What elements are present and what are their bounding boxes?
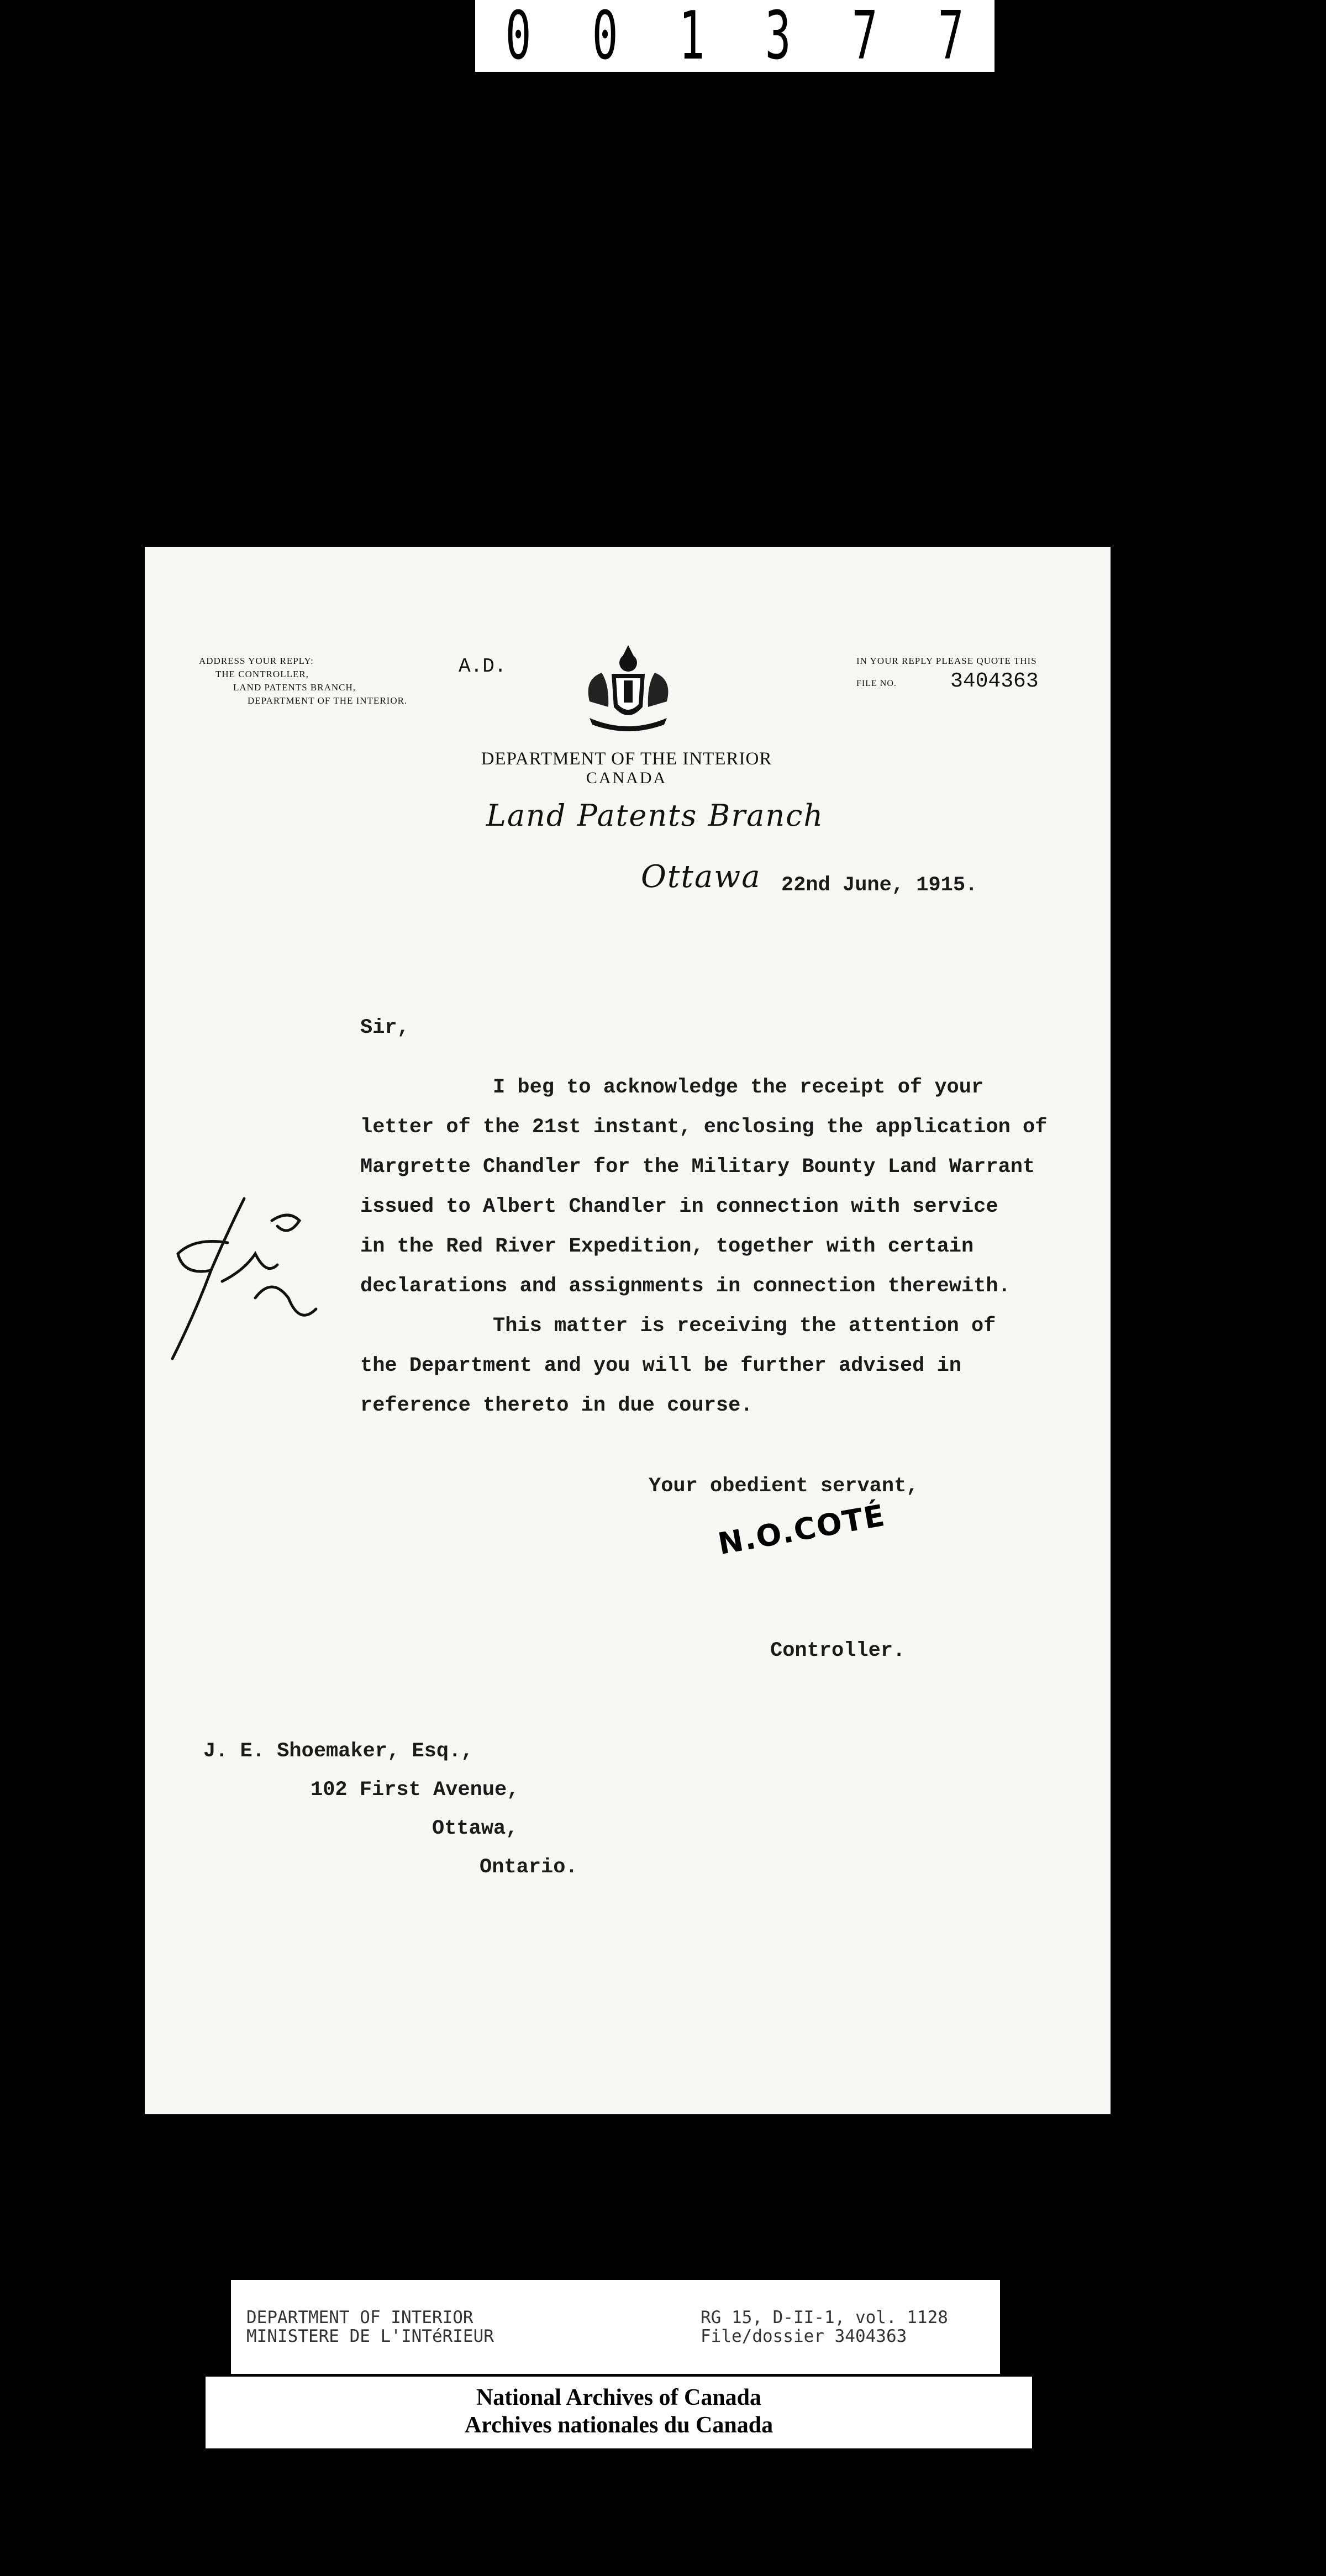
address-reply-line-1: ADDRESS YOUR REPLY: bbox=[199, 656, 314, 666]
city: Ottawa bbox=[641, 859, 761, 895]
archive-name-french: Archives nationales du Canada bbox=[464, 2413, 774, 2438]
dept-french: MINISTERE DE L'INTéRIEUR bbox=[246, 2326, 494, 2346]
body-line: letter of the 21st instant, enclosing the application of bbox=[360, 1116, 1048, 1139]
body-line: This matter is receiving the attention of bbox=[493, 1315, 996, 1338]
branch-name: Land Patents Branch bbox=[486, 798, 824, 833]
body-line: the Department and you will be further advised in bbox=[360, 1354, 961, 1377]
archive-name-label bbox=[206, 2377, 1032, 2448]
department-heading: DEPARTMENT OF THE INTERIOR bbox=[481, 749, 772, 769]
initials: A.D. bbox=[459, 655, 507, 678]
file-number: 3404363 bbox=[950, 669, 1039, 693]
recipient-line-1: J. E. Shoemaker, Esq., bbox=[203, 1740, 473, 1763]
salutation: Sir, bbox=[360, 1016, 409, 1039]
body-line: reference thereto in due course. bbox=[360, 1394, 753, 1417]
signatory-title: Controller. bbox=[770, 1639, 906, 1662]
frame-digit: 0 bbox=[592, 0, 618, 75]
address-reply-line-2: THE CONTROLLER, bbox=[215, 669, 309, 679]
frame-digit: 1 bbox=[678, 0, 705, 75]
address-reply-line-3: LAND PATENTS BRANCH, bbox=[233, 682, 356, 693]
frame-number bbox=[475, 0, 994, 75]
letter-date: 22nd June, 1915. bbox=[781, 874, 978, 897]
dept-english: DEPARTMENT OF INTERIOR bbox=[246, 2308, 473, 2327]
file-dossier-ref: File/dossier 3404363 bbox=[701, 2326, 907, 2346]
frame-digit: 7 bbox=[938, 0, 965, 75]
frame-digit: 3 bbox=[765, 0, 791, 75]
frame-digit: 0 bbox=[505, 0, 532, 75]
address-reply-line-4: DEPARTMENT OF THE INTERIOR. bbox=[248, 695, 408, 706]
closing: Your obedient servant, bbox=[649, 1475, 919, 1498]
quote-label: IN YOUR REPLY PLEASE QUOTE THIS bbox=[856, 656, 1037, 666]
recipient-line-2: 102 First Avenue, bbox=[311, 1778, 519, 1802]
archive-name-english: National Archives of Canada bbox=[476, 2385, 762, 2410]
letter-page bbox=[145, 547, 1111, 2114]
file-number-label: FILE NO. bbox=[856, 679, 897, 688]
archive-reference-label bbox=[231, 2280, 1000, 2374]
coat-of-arms-icon bbox=[573, 641, 683, 732]
recipient-line-4: Ontario. bbox=[480, 1856, 578, 1879]
record-group-ref: RG 15, D-II-1, vol. 1128 bbox=[701, 2308, 948, 2327]
body-line: Margrette Chandler for the Military Bounty Land Warrant bbox=[360, 1155, 1035, 1179]
body-line: declarations and assignments in connection therewith. bbox=[360, 1275, 1011, 1298]
body-line: I beg to acknowledge the receipt of your bbox=[493, 1076, 984, 1099]
handwritten-annotation bbox=[161, 1187, 338, 1364]
frame-digit: 7 bbox=[851, 0, 878, 75]
recipient-line-3: Ottawa, bbox=[432, 1817, 518, 1840]
body-line: in the Red River Expedition, together with certain bbox=[360, 1235, 974, 1258]
body-line: issued to Albert Chandler in connection with service bbox=[360, 1195, 998, 1218]
country-heading: CANADA bbox=[586, 769, 667, 787]
signature-stamp: N.O.COTÉ bbox=[715, 1497, 888, 1562]
